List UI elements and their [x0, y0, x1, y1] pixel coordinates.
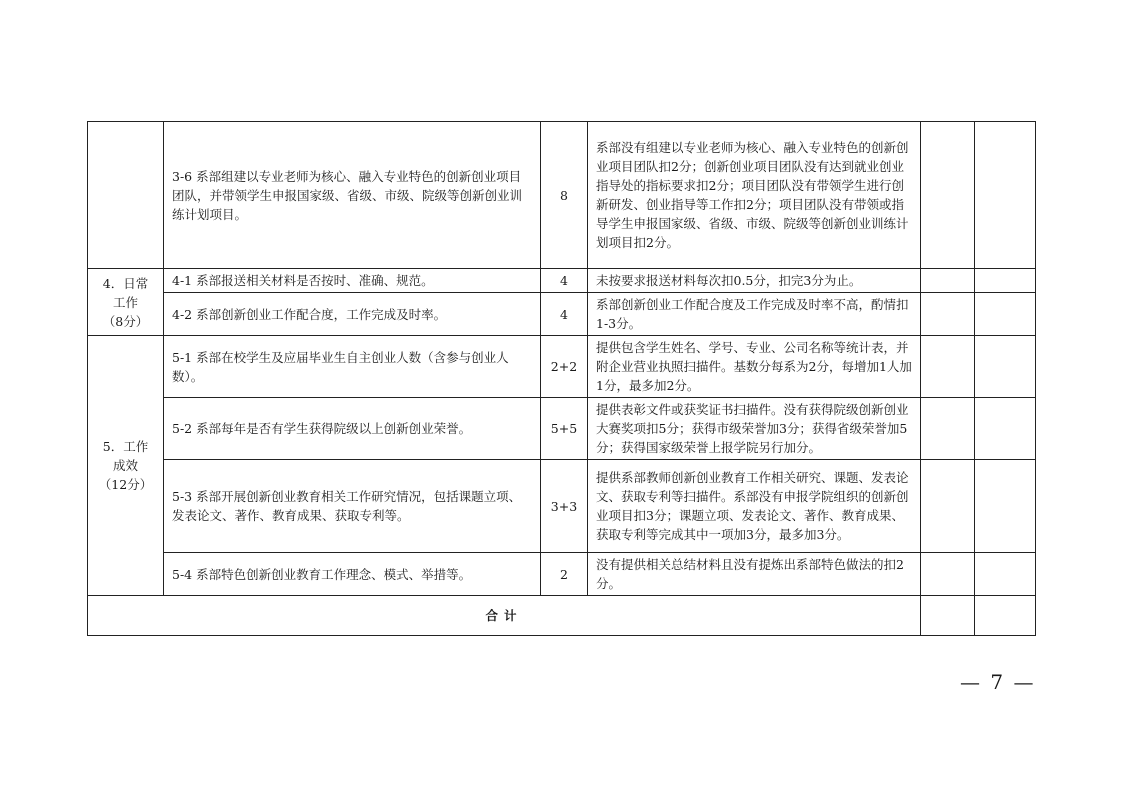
score-cell [921, 553, 975, 596]
category-title: 5．工作 [102, 439, 149, 454]
criteria-cell: 没有提供相关总结材料且没有提炼出系部特色做法的扣2分。 [588, 553, 921, 596]
table-row [88, 269, 1036, 293]
criteria-cell: 系部创新创业工作配合度及工作完成及时率不高，酌情扣1-3分。 [588, 293, 921, 336]
table-row [88, 293, 1036, 336]
points-cell: 8 [541, 122, 588, 269]
total-score-cell [921, 596, 975, 636]
table-row [88, 460, 1036, 553]
category-score: （8分） [102, 313, 149, 329]
table-row [88, 398, 1036, 460]
remark-cell [975, 398, 1036, 460]
points-cell: 5+5 [541, 398, 588, 460]
criteria-cell: 系部没有组建以专业老师为核心、融入专业特色的创新创业项目团队扣2分；创新创业项目团队没有达到就业创业指导处的指标要求扣2分；项目团队没有带领学生进行创新研发、创业指导等工作扣2分；项目团队没有带领或指导学生申报国家级、省级、市级、院级等创新创业训练计划项目扣2分。 [588, 122, 921, 269]
score-cell [921, 269, 975, 293]
remark-cell [975, 336, 1036, 398]
table-row [88, 553, 1036, 596]
score-cell [921, 122, 975, 269]
item-cell: 5-1 系部在校学生及应届毕业生自主创业人数（含参与创业人数）。 [164, 336, 541, 398]
points-cell: 4 [541, 269, 588, 293]
total-remark-cell [975, 596, 1036, 636]
remark-cell [975, 293, 1036, 336]
remark-cell [975, 553, 1036, 596]
item-cell: 3-6 系部组建以专业老师为核心、融入专业特色的创新创业项目团队，并带领学生申报国家级、省级、市级、院级等创新创业训练计划项目。 [164, 122, 541, 269]
item-cell: 5-4 系部特色创新创业教育工作理念、模式、举措等。 [164, 553, 541, 596]
category-cell-daily-work [88, 269, 164, 336]
item-cell: 4-2 系部创新创业工作配合度，工作完成及时率。 [164, 293, 541, 336]
remark-cell [975, 122, 1036, 269]
item-cell: 5-3 系部开展创新创业教育相关工作研究情况，包括课题立项、发表论文、著作、教育成果、获取专利等。 [164, 460, 541, 553]
table-row [88, 336, 1036, 398]
remark-cell [975, 460, 1036, 553]
total-label: 合计 [88, 596, 921, 636]
points-cell: 3+3 [541, 460, 588, 553]
page-number: — 7 — [960, 670, 1036, 694]
remark-cell [975, 269, 1036, 293]
criteria-cell: 未按要求报送材料每次扣0.5分，扣完3分为止。 [588, 269, 921, 293]
category-cell [88, 122, 164, 269]
item-cell: 5-2 系部每年是否有学生获得院级以上创新创业荣誉。 [164, 398, 541, 460]
item-cell: 4-1 系部报送相关材料是否按时、准确、规范。 [164, 269, 541, 293]
points-cell: 2 [541, 553, 588, 596]
criteria-cell: 提供表彰文件或获奖证书扫描件。没有获得院级创新创业大赛奖项扣5分；获得市级荣誉加3分；获得省级荣誉加5分；获得国家级荣誉上报学院另行加分。 [588, 398, 921, 460]
total-row [88, 596, 1036, 636]
scoring-table [87, 121, 1036, 636]
category-title: 4．日常 [102, 275, 149, 291]
category-title-cont: 成效 [112, 458, 138, 473]
points-cell: 4 [541, 293, 588, 336]
category-score: （12分） [98, 477, 153, 492]
score-cell [921, 398, 975, 460]
score-cell [921, 293, 975, 336]
criteria-cell: 提供包含学生姓名、学号、专业、公司名称等统计表，并附企业营业执照扫描件。基数分每系为2分，每增加1人加1分，最多加2分。 [588, 336, 921, 398]
category-cell-work-results [88, 336, 164, 596]
score-cell [921, 336, 975, 398]
points-cell: 2+2 [541, 336, 588, 398]
category-title-cont: 工作 [112, 294, 138, 310]
criteria-cell: 提供系部教师创新创业教育工作相关研究、课题、发表论文、获取专利等扫描件。系部没有申报学院组织的创新创业项目扣3分；课题立项、发表论文、著作、教育成果、获取专利等完成其中一项加3分，最多加3分。 [588, 460, 921, 553]
score-cell [921, 460, 975, 553]
table-row [88, 122, 1036, 269]
